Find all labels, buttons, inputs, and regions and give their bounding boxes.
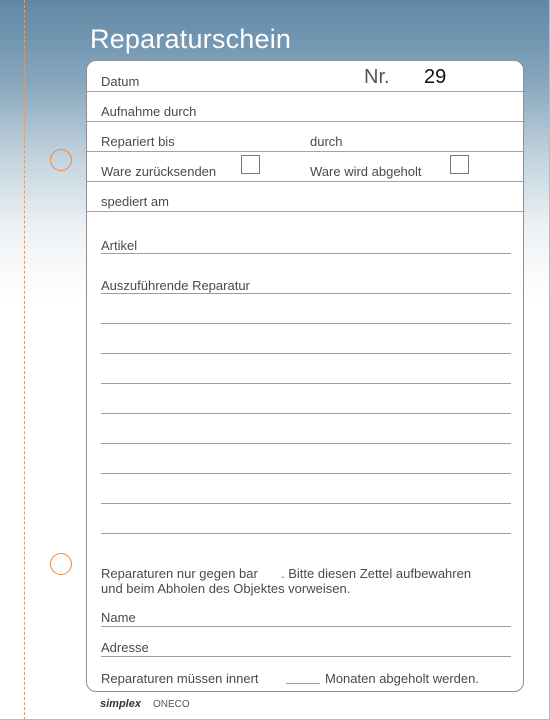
reparatur-line[interactable]	[101, 473, 511, 474]
reparatur-line[interactable]	[101, 443, 511, 444]
reparatur-line[interactable]	[101, 293, 511, 294]
reparatur-line[interactable]	[101, 533, 511, 534]
form-title: Reparaturschein	[90, 24, 292, 54]
row-ware	[87, 151, 523, 182]
row-aufnahme	[87, 91, 523, 122]
row-spediert	[87, 181, 523, 212]
artikel-line[interactable]	[101, 253, 511, 254]
notice-part2: . Bitte diesen Zettel aufbewahren	[281, 566, 472, 581]
punch-hole-bottom	[50, 553, 72, 575]
name-line[interactable]	[101, 626, 511, 627]
pickup-after: Monaten abgeholt werden.	[325, 671, 479, 686]
form-card	[86, 60, 524, 692]
ware-zuruecksenden-label: Ware zurücksenden	[101, 164, 217, 179]
brand-logo: simplex	[100, 698, 141, 710]
reparatur-line[interactable]	[101, 503, 511, 504]
row-datum	[87, 61, 523, 92]
brand-sub: ONECO	[153, 699, 190, 710]
reparatur-label: Auszuführende Reparatur	[101, 278, 250, 293]
adresse-label: Adresse	[101, 640, 149, 655]
row-repariert	[87, 121, 523, 152]
repariert-bis-label: Repariert bis	[101, 134, 175, 149]
perforation-line	[24, 0, 25, 720]
pickup-months-line[interactable]	[286, 683, 320, 684]
ware-abgeholt-checkbox[interactable]	[450, 155, 469, 174]
nr-label: Nr.	[364, 66, 390, 88]
reparatur-line[interactable]	[101, 413, 511, 414]
adresse-line[interactable]	[101, 656, 511, 657]
aufnahme-label: Aufnahme durch	[101, 104, 197, 119]
durch-label: durch	[310, 134, 343, 149]
artikel-label: Artikel	[101, 238, 138, 253]
ware-zuruecksenden-checkbox[interactable]	[241, 155, 260, 174]
reparatur-line[interactable]	[101, 323, 511, 324]
pickup-before: Reparaturen müssen innert	[101, 671, 259, 686]
notice-part1: Reparaturen nur gegen bar	[101, 566, 258, 581]
reparatur-line[interactable]	[101, 353, 511, 354]
spediert-label: spediert am	[101, 194, 169, 209]
notice-line2: und beim Abholen des Objektes vorweisen.	[101, 581, 351, 596]
name-label: Name	[101, 610, 136, 625]
nr-value: 29	[424, 66, 447, 88]
datum-label: Datum	[101, 74, 140, 89]
ware-abgeholt-label: Ware wird abgeholt	[310, 164, 422, 179]
reparatur-line[interactable]	[101, 383, 511, 384]
punch-hole-top	[50, 149, 72, 171]
